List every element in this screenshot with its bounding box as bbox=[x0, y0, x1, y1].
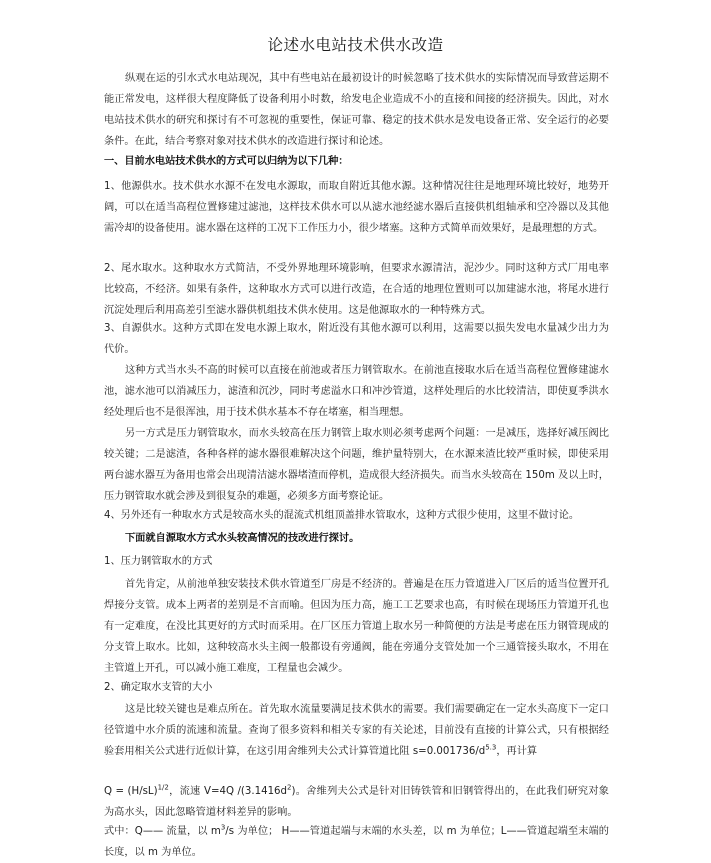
paragraph-pipe-size bbox=[104, 699, 609, 762]
formula-resistance-text: 这是比较关键也是难点所在。首先取水流量要满足技术供水的需要。我们需要确定在一定水头高度下一定口径管道中水介质的流速和流量。查询了很多资料和相关专家的有关论述，目前没有直接的计算公式，只有根据经验套用相关公式进行近似计算，在这引用舍维列夫公式计算管道比阻 s=0.001736/d bbox=[104, 704, 609, 757]
paragraph-formula-q bbox=[104, 781, 609, 823]
legend-q: 式中：Q—— 流量，以 m bbox=[104, 826, 221, 837]
paragraph-item-2: 2、尾水取水。这种取水方式简洁，不受外界地理环境影响，但要求水源清洁，泥沙少。同时这种方式厂用电率比较高，不经济。如果有条件，这种取水方式可以进行改造，在合适的地理位置则可以加建滤水池，将尾水进行沉淀处理后利用高差引至滤水器供机组技术供水使用。这是他源取水的一种特殊方式。 bbox=[104, 263, 609, 316]
formula-q: Q = (H/sL) bbox=[104, 786, 158, 797]
paragraph-item-1: 1、他源供水。技术供水水源不在发电水源取，而取自附近其他水源。这种情况往往是地理环境比较好，地势开阔，可以在适当高程位置修建过滤池，这样技术供水可以从滤水池经滤水器后直接供机组轴承和空冷器以及其他需冷却的设备使用。滤水器在这样的工况下工作压力小，很少堵塞。这种方式简单而效果好，是最理想的方式。 bbox=[104, 181, 609, 234]
paragraph-legend bbox=[104, 821, 609, 863]
paragraph-forebay: 这种方式当水头不高的时候可以直接在前池或者压力钢管取水。在前池直接取水后在适当高程位置修建滤水池，滤水池可以消减压力，滤渣和沉沙，同时考虑溢水口和冲沙管道，这样处理后的水比较清洁，即使夏季洪水经处理后也不是很浑浊，用于技术供水基本不存在堵塞，相当理想。 bbox=[104, 365, 609, 418]
document-title: 论述水电站技术供水改造 bbox=[267, 36, 444, 54]
subsection-heading-1: 1、压力钢管取水的方式 bbox=[104, 556, 213, 567]
formula-tail: ，再计算 bbox=[496, 746, 538, 757]
formula-exponent: 5.3 bbox=[485, 743, 497, 752]
section-heading-2: 下面就自源取水方式水头较高情况的技改进行探讨。 bbox=[125, 533, 360, 544]
subsection-heading-2: 2、确定取水支管的大小 bbox=[104, 682, 213, 693]
paragraph-item-3: 3、自源供水。这种方式即在发电水源上取水，附近没有其他水源可以利用，这需要以损失发电水量减少出力为代价。 bbox=[104, 323, 609, 355]
paragraph-intro: 纵观在运的引水式水电站现况，其中有些电站在最初设计的时候忽略了技术供水的实际情况而导致营运期不能正常发电，这样很大程度降低了设备利用小时数，给发电企业造成不小的直接和间接的经济损失。因此，对水电站技术供水的研究和探讨有不可忽视的重要性，保证可靠、稳定的技术供水是发电设备正常、安全运行的必要条件。在此，结合考察对象对技术供水的改造进行探讨和论述。 bbox=[104, 73, 609, 147]
formula-velocity: ，流速 V=4Q /(3.1416d bbox=[168, 786, 288, 797]
legend-rest: /s 为单位； H——管道起端与末端的水头差，以 m 为单位；L——管道起端至末端的长度，以 m 为单位。 bbox=[104, 826, 609, 858]
formula-q-exponent: 1/2 bbox=[157, 783, 169, 792]
legend-unit-exponent: 3 bbox=[220, 823, 226, 832]
section-heading-1: 一、目前水电站技术供水的方式可以归纳为以下几种： bbox=[104, 156, 349, 167]
formula-velocity-exponent: 2 bbox=[287, 783, 292, 792]
paragraph-penstock-method: 首先肯定，从前池单独安装技术供水管道至厂房是不经济的。普遍是在压力管道进入厂区后的适当位置开孔焊接分支管。成本上两者的差别是不言而喻。但因为压力高，施工工艺要求也高，有时候在现场压力管道开孔也有一定难度，在没比其更好的方式时而采用。在厂区压力管道上取水另一种简便的方法是考虑在压力钢管现成的分支管上取水。比如，这种较高水头主阀一般都设有旁通阀，能在旁通分支管处加一个三通管接头取水，不用在主管道上开孔，可以减小施工难度，工程量也会减少。 bbox=[104, 579, 609, 674]
formula-note: )。舍维列夫公式是针对旧铸铁管和旧钢管得出的，在此我们研究对象为高水头，因此忽略管道材料差异的影响。 bbox=[104, 786, 609, 818]
paragraph-item-4: 4、另外还有一种取水方式是较高水头的混流式机组顶盖排水管取水，这种方式很少使用，这里不做讨论。 bbox=[104, 510, 580, 521]
paragraph-penstock: 另一方式是压力钢管取水，而水头较高在压力钢管上取水则必须考虑两个问题：一是减压，选择好减压阀比较关键；二是滤渣，各种各样的滤水器很难解决这个问题，维护量特别大，在水源来渣比较严重时候，即使采用两台滤水器互为备用也常会出现清洁滤水器堵渣而停机，造成很大经济损失。而当水头较高在 150m 及以上时，压力钢管取水就会涉及到很复杂的难题，必须多方面考察论证。 bbox=[104, 428, 609, 502]
